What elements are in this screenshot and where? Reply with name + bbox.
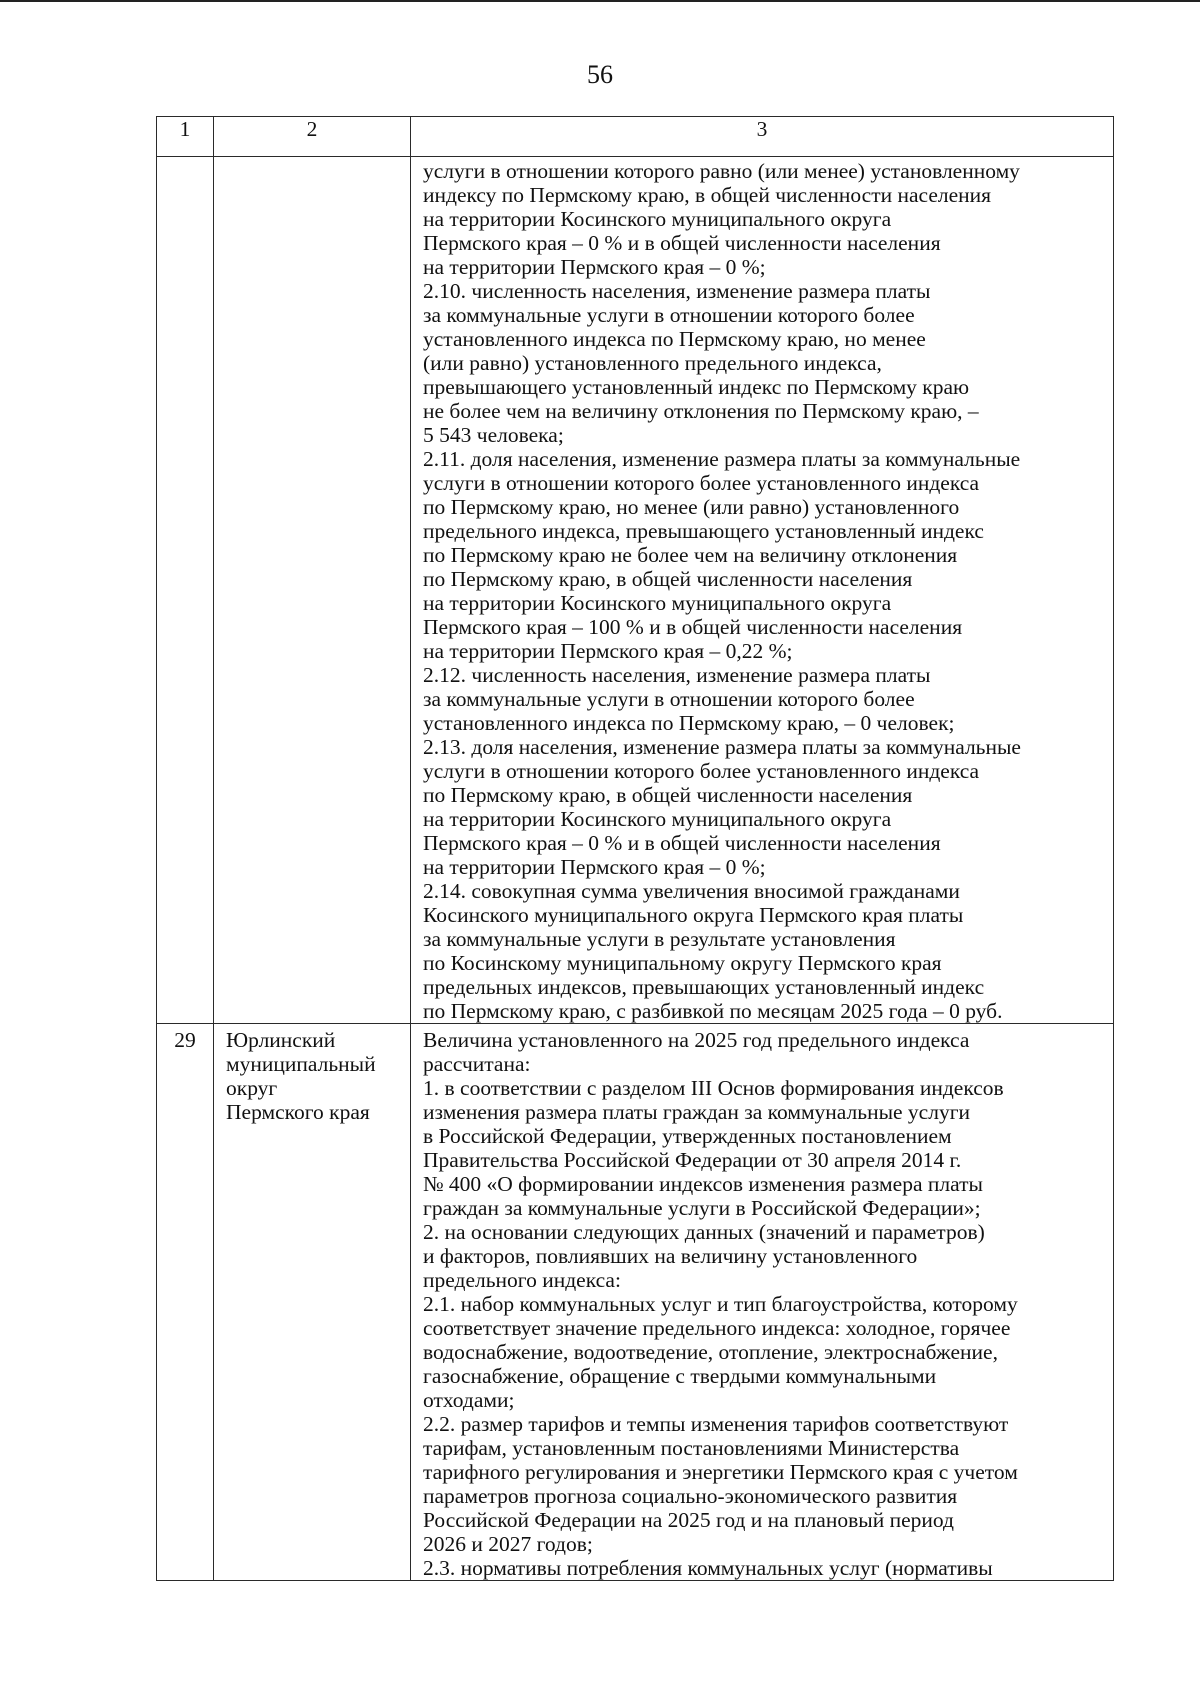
text-line: 2.3. нормативы потребления коммунальных услуг (нормативы [423, 1556, 993, 1580]
text-line: граждан за коммунальные услуги в Российской Федерации»; [423, 1196, 981, 1220]
text-line: параметров прогноза социально-экономического развития [423, 1484, 958, 1508]
text-line: индексу по Пермскому краю, в общей численности населения [423, 183, 992, 207]
text-line: на территории Косинского муниципального округа [423, 591, 892, 615]
text-line: № 400 «О формировании индексов изменения размера платы [423, 1172, 983, 1196]
text-line: муниципальный [226, 1052, 376, 1076]
text-line: 1. в соответствии с разделом III Основ формирования индексов [423, 1076, 1004, 1100]
text-line: 2.2. размер тарифов и темпы изменения тарифов соответствуют [423, 1412, 1009, 1436]
text-line: водоснабжение, водоотведение, отопление, электроснабжение, [423, 1340, 998, 1364]
header-cell-2: 2 [214, 117, 411, 157]
text-line: услуги в отношении которого более установленного индекса [423, 471, 980, 495]
text-line: и факторов, повлиявших на величину установленного [423, 1244, 918, 1268]
text-line: на территории Косинского муниципального округа [423, 807, 892, 831]
text-line: 2026 и 2027 годов; [423, 1532, 593, 1556]
text-line: Российской Федерации на 2025 год и на плановый период [423, 1508, 954, 1532]
document-table [156, 116, 1114, 1581]
text-line: по Пермскому краю не более чем на величину отклонения [423, 543, 958, 567]
row-number-cell: 29 [157, 1024, 214, 1581]
header-cell-3: 3 [411, 117, 1114, 157]
text-line: 2.13. доля населения, изменение размера платы за коммунальные [423, 735, 1021, 759]
text-line: газоснабжение, обращение с твердыми коммунальными [423, 1364, 937, 1388]
description-cell [411, 157, 1114, 1024]
municipality-cell [214, 157, 411, 1024]
text-line: округ [226, 1076, 278, 1100]
text-line: Пермского края – 0 % и в общей численности населения [423, 231, 941, 255]
text-line: предельных индексов, превышающих установленный индекс [423, 975, 985, 999]
row-number-cell [157, 157, 214, 1024]
text-line: отходами; [423, 1388, 515, 1412]
description-cell [411, 1024, 1114, 1581]
text-line: не более чем на величину отклонения по Пермскому краю, – [423, 399, 979, 423]
text-line: в Российской Федерации, утвержденных постановлением [423, 1124, 952, 1148]
text-line: Юрлинский [226, 1028, 336, 1052]
text-line: превышающего установленный индекс по Пермскому краю [423, 375, 970, 399]
text-line: 5 543 человека; [423, 423, 564, 447]
text-line: на территории Пермского края – 0,22 %; [423, 639, 793, 663]
table-row [157, 1024, 1114, 1581]
municipality-cell [214, 1024, 411, 1581]
text-line: по Косинскому муниципальному округу Пермского края [423, 951, 942, 975]
top-border-line [0, 0, 1200, 2]
text-line: за коммунальные услуги в результате установления [423, 927, 896, 951]
text-line: за коммунальные услуги в отношении которого более [423, 687, 915, 711]
table-header-row [157, 117, 1114, 157]
text-line: изменения размера платы граждан за коммунальные услуги [423, 1100, 971, 1124]
page-number: 56 [587, 60, 613, 89]
text-line: Пермского края – 0 % и в общей численности населения [423, 831, 941, 855]
page-bottom-margin [0, 1588, 1200, 1702]
text-line: предельного индекса, превышающего установленный индекс [423, 519, 984, 543]
text-line: на территории Косинского муниципального округа [423, 207, 892, 231]
text-line: услуги в отношении которого более установленного индекса [423, 759, 980, 783]
text-line: по Пермскому краю, с разбивкой по месяцам 2025 года – 0 руб. [423, 999, 1003, 1023]
text-line: по Пермскому краю, в общей численности населения [423, 783, 913, 807]
text-line: 2.14. совокупная сумма увеличения вносимой гражданами [423, 879, 960, 903]
text-line: установленного индекса по Пермскому краю, но менее [423, 327, 926, 351]
text-line: Правительства Российской Федерации от 30 апреля 2014 г. [423, 1148, 962, 1172]
text-line: 2.12. численность населения, изменение размера платы [423, 663, 931, 687]
text-line: Величина установленного на 2025 год предельного индекса [423, 1028, 970, 1052]
header-cell-1: 1 [157, 117, 214, 157]
text-line: установленного индекса по Пермскому краю, – 0 человек; [423, 711, 955, 735]
text-line: на территории Пермского края – 0 %; [423, 855, 766, 879]
text-line: предельного индекса: [423, 1268, 621, 1292]
text-line: за коммунальные услуги в отношении которого более [423, 303, 915, 327]
text-line: Пермского края – 100 % и в общей численности населения [423, 615, 963, 639]
text-line: на территории Пермского края – 0 %; [423, 255, 766, 279]
table-row [157, 157, 1114, 1024]
text-line: соответствует значение предельного индекса: холодное, горячее [423, 1316, 1011, 1340]
text-line: услуги в отношении которого равно (или менее) установленному [423, 159, 1020, 183]
text-line: по Пермскому краю, но менее (или равно) установленного [423, 495, 960, 519]
text-line: Косинского муниципального округа Пермского края платы [423, 903, 964, 927]
text-line: (или равно) установленного предельного индекса, [423, 351, 882, 375]
text-line: 2.10. численность населения, изменение размера платы [423, 279, 931, 303]
text-line: по Пермскому краю, в общей численности населения [423, 567, 913, 591]
text-line: 2. на основании следующих данных (значений и параметров) [423, 1220, 985, 1244]
text-line: 2.11. доля населения, изменение размера платы за коммунальные [423, 447, 1021, 471]
text-line: тарифам, установленным постановлениями Министерства [423, 1436, 960, 1460]
text-line: тарифного регулирования и энергетики Пермского края с учетом [423, 1460, 1018, 1484]
text-line: рассчитана: [423, 1052, 531, 1076]
text-line: 2.1. набор коммунальных услуг и тип благоустройства, которому [423, 1292, 1018, 1316]
text-line: Пермского края [226, 1100, 370, 1124]
